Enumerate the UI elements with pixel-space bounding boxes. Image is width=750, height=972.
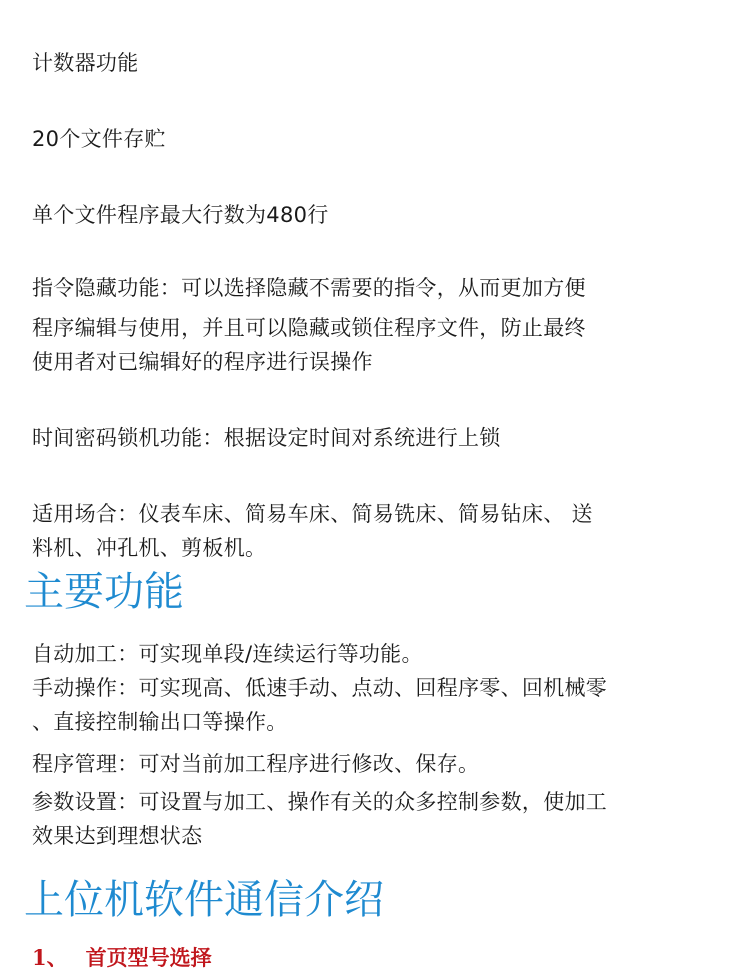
text-line: 参数设置：可设置与加工、操作有关的众多控制参数，使加工 — [32, 790, 608, 814]
text-line: 、直接控制输出口等操作。 — [32, 710, 288, 734]
text-line: 程序编辑与使用，并且可以隐藏或锁住程序文件，防止最终 — [32, 316, 586, 340]
feature-max-lines: 单个文件程序最大行数为480行 — [32, 203, 329, 227]
step-title: 首页型号选择 — [85, 945, 212, 970]
text-line: 指令隐藏功能：可以选择隐藏不需要的指令，从而更加方便 — [32, 276, 586, 300]
section-heading-main-functions: 主要功能 — [24, 569, 184, 615]
feature-file-storage: 20个文件存贮 — [32, 127, 166, 151]
text-line: 使用者对已编辑好的程序进行误操作 — [32, 350, 373, 374]
text-line: 程序管理：可对当前加工程序进行修改、保存。 — [32, 752, 480, 776]
text-line: 料机、冲孔机、剪板机。 — [32, 536, 267, 560]
step-heading — [32, 944, 212, 972]
text-line: 效果达到理想状态 — [32, 824, 203, 848]
text-line: 适用场合：仪表车床、简易车床、简易铣床、简易钻床、 送 — [32, 502, 593, 526]
feature-time-lock: 时间密码锁机功能：根据设定时间对系统进行上锁 — [32, 426, 501, 450]
feature-counter: 计数器功能 — [32, 51, 139, 75]
step-number: 1、 — [32, 945, 68, 970]
text-line: 自动加工：可实现单段/连续运行等功能。 — [32, 642, 423, 666]
section-heading-software-intro: 上位机软件通信介绍 — [24, 877, 384, 923]
text-line: 手动操作：可实现高、低速手动、点动、回程序零、回机械零 — [32, 676, 608, 700]
